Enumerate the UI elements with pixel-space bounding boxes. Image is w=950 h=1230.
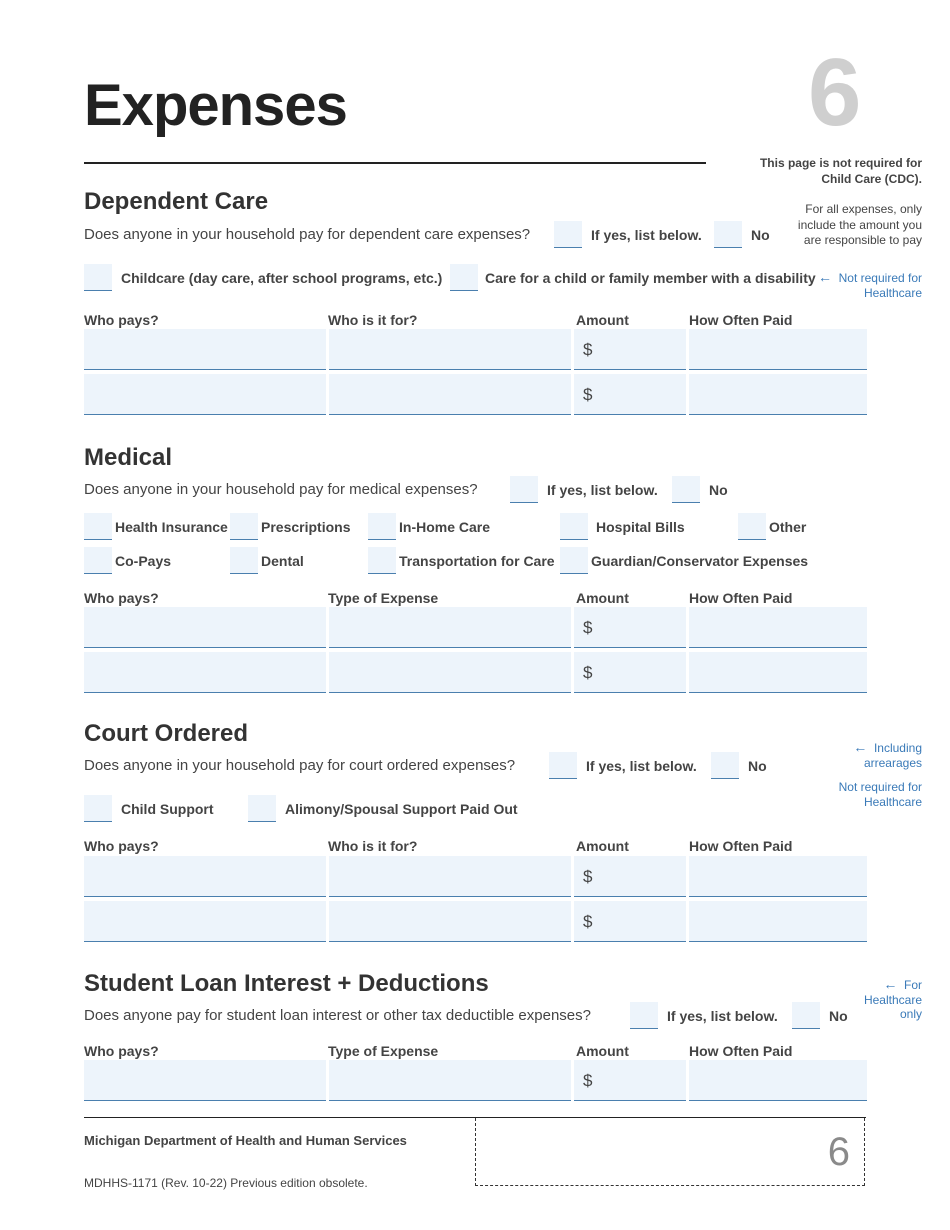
expenses-note: For all expenses, only include the amount you are responsible to pay bbox=[797, 202, 922, 247]
co-who-for-field[interactable] bbox=[329, 856, 571, 897]
dc-amount-field[interactable]: $ bbox=[574, 374, 686, 415]
dc-amount-field[interactable]: $ bbox=[574, 329, 686, 370]
med-type-field[interactable] bbox=[329, 607, 571, 648]
health-insurance-label: Health Insurance bbox=[115, 519, 228, 535]
co-amount-field[interactable]: $ bbox=[574, 901, 686, 942]
hospital-bills-checkbox[interactable] bbox=[560, 513, 588, 540]
medical-no-label: No bbox=[709, 482, 728, 498]
sl-col-how-often: How Often Paid bbox=[689, 1043, 793, 1059]
footer-form-number: MDHHS-1171 (Rev. 10-22) Previous edition obsolete. bbox=[84, 1176, 368, 1190]
dc-col-how-often: How Often Paid bbox=[689, 312, 793, 328]
med-how-often-field[interactable] bbox=[689, 607, 867, 648]
disability-care-label: Care for a child or family member with a disability bbox=[485, 270, 816, 286]
dependent-care-question: Does anyone in your household pay for dependent care expenses? bbox=[84, 226, 531, 243]
childcare-checkbox[interactable] bbox=[84, 264, 112, 291]
med-type-field[interactable] bbox=[329, 652, 571, 693]
co-who-pays-field[interactable] bbox=[84, 856, 326, 897]
dc-who-for-field[interactable] bbox=[329, 374, 571, 415]
co-pays-checkbox[interactable] bbox=[84, 547, 112, 574]
student-loan-heading: Student Loan Interest + Deductions bbox=[84, 970, 489, 997]
co-col-who-pays: Who pays? bbox=[84, 838, 159, 854]
dependent-care-yes-checkbox[interactable] bbox=[554, 221, 582, 248]
co-who-for-field[interactable] bbox=[329, 901, 571, 942]
prescriptions-checkbox[interactable] bbox=[230, 513, 258, 540]
dc-who-pays-field[interactable] bbox=[84, 374, 326, 415]
co-amount-field[interactable]: $ bbox=[574, 856, 686, 897]
dependent-care-yes-label: If yes, list below. bbox=[591, 227, 702, 243]
medical-no-checkbox[interactable] bbox=[672, 476, 700, 503]
sl-who-pays-field[interactable] bbox=[84, 1060, 326, 1101]
co-col-who-for: Who is it for? bbox=[328, 838, 418, 854]
med-amount-field[interactable]: $ bbox=[574, 652, 686, 693]
med-col-who-pays: Who pays? bbox=[84, 590, 159, 606]
alimony-label: Alimony/Spousal Support Paid Out bbox=[285, 801, 518, 817]
transportation-checkbox[interactable] bbox=[368, 547, 396, 574]
arrow-left-icon: ← bbox=[853, 739, 868, 755]
other-checkbox[interactable] bbox=[738, 513, 766, 540]
med-amount-field[interactable]: $ bbox=[574, 607, 686, 648]
prescriptions-label: Prescriptions bbox=[261, 519, 351, 535]
co-how-often-field[interactable] bbox=[689, 901, 867, 942]
court-note-healthcare: Not required for Healthcare bbox=[838, 780, 922, 809]
med-col-how-often: How Often Paid bbox=[689, 590, 793, 606]
dc-col-who-for: Who is it for? bbox=[328, 312, 418, 328]
hospital-bills-label: Hospital Bills bbox=[596, 519, 685, 535]
in-home-care-label: In-Home Care bbox=[399, 519, 491, 535]
dependent-care-no-label: No bbox=[751, 227, 770, 243]
medical-heading: Medical bbox=[84, 444, 173, 471]
med-col-type: Type of Expense bbox=[328, 590, 439, 606]
med-how-often-field[interactable] bbox=[689, 652, 867, 693]
co-col-how-often: How Often Paid bbox=[689, 838, 793, 854]
student-loan-question: Does anyone pay for student loan interest or other tax deductible expenses? bbox=[84, 1007, 591, 1024]
medical-question: Does anyone in your household pay for medical expenses? bbox=[84, 481, 478, 498]
arrow-left-icon: ← bbox=[883, 976, 898, 992]
page-number-large: 6 bbox=[808, 39, 862, 146]
page-title: Expenses bbox=[84, 73, 347, 138]
med-col-amount: Amount bbox=[576, 590, 629, 606]
student-loan-no-checkbox[interactable] bbox=[792, 1002, 820, 1029]
child-support-checkbox[interactable] bbox=[84, 795, 112, 822]
transportation-label: Transportation for Care bbox=[399, 553, 555, 569]
court-no-checkbox[interactable] bbox=[711, 752, 739, 779]
dental-label: Dental bbox=[261, 553, 304, 569]
dependent-care-no-checkbox[interactable] bbox=[714, 221, 742, 248]
student-loan-yes-label: If yes, list below. bbox=[667, 1008, 778, 1024]
co-how-often-field[interactable] bbox=[689, 856, 867, 897]
childcare-label: Childcare (day care, after school programs, etc.) bbox=[121, 270, 443, 286]
med-who-pays-field[interactable] bbox=[84, 607, 326, 648]
dental-checkbox[interactable] bbox=[230, 547, 258, 574]
sl-col-amount: Amount bbox=[576, 1043, 629, 1059]
dc-col-who-pays: Who pays? bbox=[84, 312, 159, 328]
health-insurance-checkbox[interactable] bbox=[84, 513, 112, 540]
medical-yes-label: If yes, list below. bbox=[547, 482, 658, 498]
sl-type-field[interactable] bbox=[329, 1060, 571, 1101]
sl-col-type: Type of Expense bbox=[328, 1043, 439, 1059]
cdc-note: This page is not required for Child Care (CDC). bbox=[759, 156, 922, 186]
court-no-label: No bbox=[748, 758, 767, 774]
court-ordered-question: Does anyone in your household pay for court ordered expenses? bbox=[84, 757, 516, 774]
dc-col-amount: Amount bbox=[576, 312, 629, 328]
footer-organization: Michigan Department of Health and Human Services bbox=[84, 1133, 407, 1148]
medical-yes-checkbox[interactable] bbox=[510, 476, 538, 503]
court-yes-checkbox[interactable] bbox=[549, 752, 577, 779]
dc-how-often-field[interactable] bbox=[689, 374, 867, 415]
child-support-label: Child Support bbox=[121, 801, 214, 817]
co-col-amount: Amount bbox=[576, 838, 629, 854]
court-yes-label: If yes, list below. bbox=[586, 758, 697, 774]
footer-page-number: 6 bbox=[827, 1130, 850, 1174]
sl-col-who-pays: Who pays? bbox=[84, 1043, 159, 1059]
co-who-pays-field[interactable] bbox=[84, 901, 326, 942]
in-home-care-checkbox[interactable] bbox=[368, 513, 396, 540]
dependent-care-heading: Dependent Care bbox=[84, 188, 269, 215]
arrow-left-icon: ← bbox=[817, 269, 832, 285]
sl-how-often-field[interactable] bbox=[689, 1060, 867, 1101]
dc-who-pays-field[interactable] bbox=[84, 329, 326, 370]
student-loan-yes-checkbox[interactable] bbox=[630, 1002, 658, 1029]
court-ordered-heading: Court Ordered bbox=[84, 720, 249, 747]
med-who-pays-field[interactable] bbox=[84, 652, 326, 693]
court-note-arrearages: ← Including arrearages bbox=[853, 739, 922, 770]
co-pays-label: Co-Pays bbox=[115, 553, 172, 569]
alimony-checkbox[interactable] bbox=[248, 795, 276, 822]
other-label: Other bbox=[769, 519, 807, 535]
student-loan-no-label: No bbox=[829, 1008, 848, 1024]
disability-care-checkbox[interactable] bbox=[450, 264, 478, 291]
dc-who-for-field[interactable] bbox=[329, 329, 571, 370]
sl-amount-field[interactable]: $ bbox=[574, 1060, 686, 1101]
title-rule bbox=[84, 162, 706, 164]
dc-how-often-field[interactable] bbox=[689, 329, 867, 370]
footer-page-box bbox=[475, 1118, 865, 1186]
dependent-care-note: ← Not required for Healthcare bbox=[817, 269, 922, 300]
guardian-expenses-label: Guardian/Conservator Expenses bbox=[591, 553, 809, 569]
student-loan-note: ← For Healthcare only bbox=[863, 976, 922, 1021]
guardian-expenses-checkbox[interactable] bbox=[560, 547, 588, 574]
